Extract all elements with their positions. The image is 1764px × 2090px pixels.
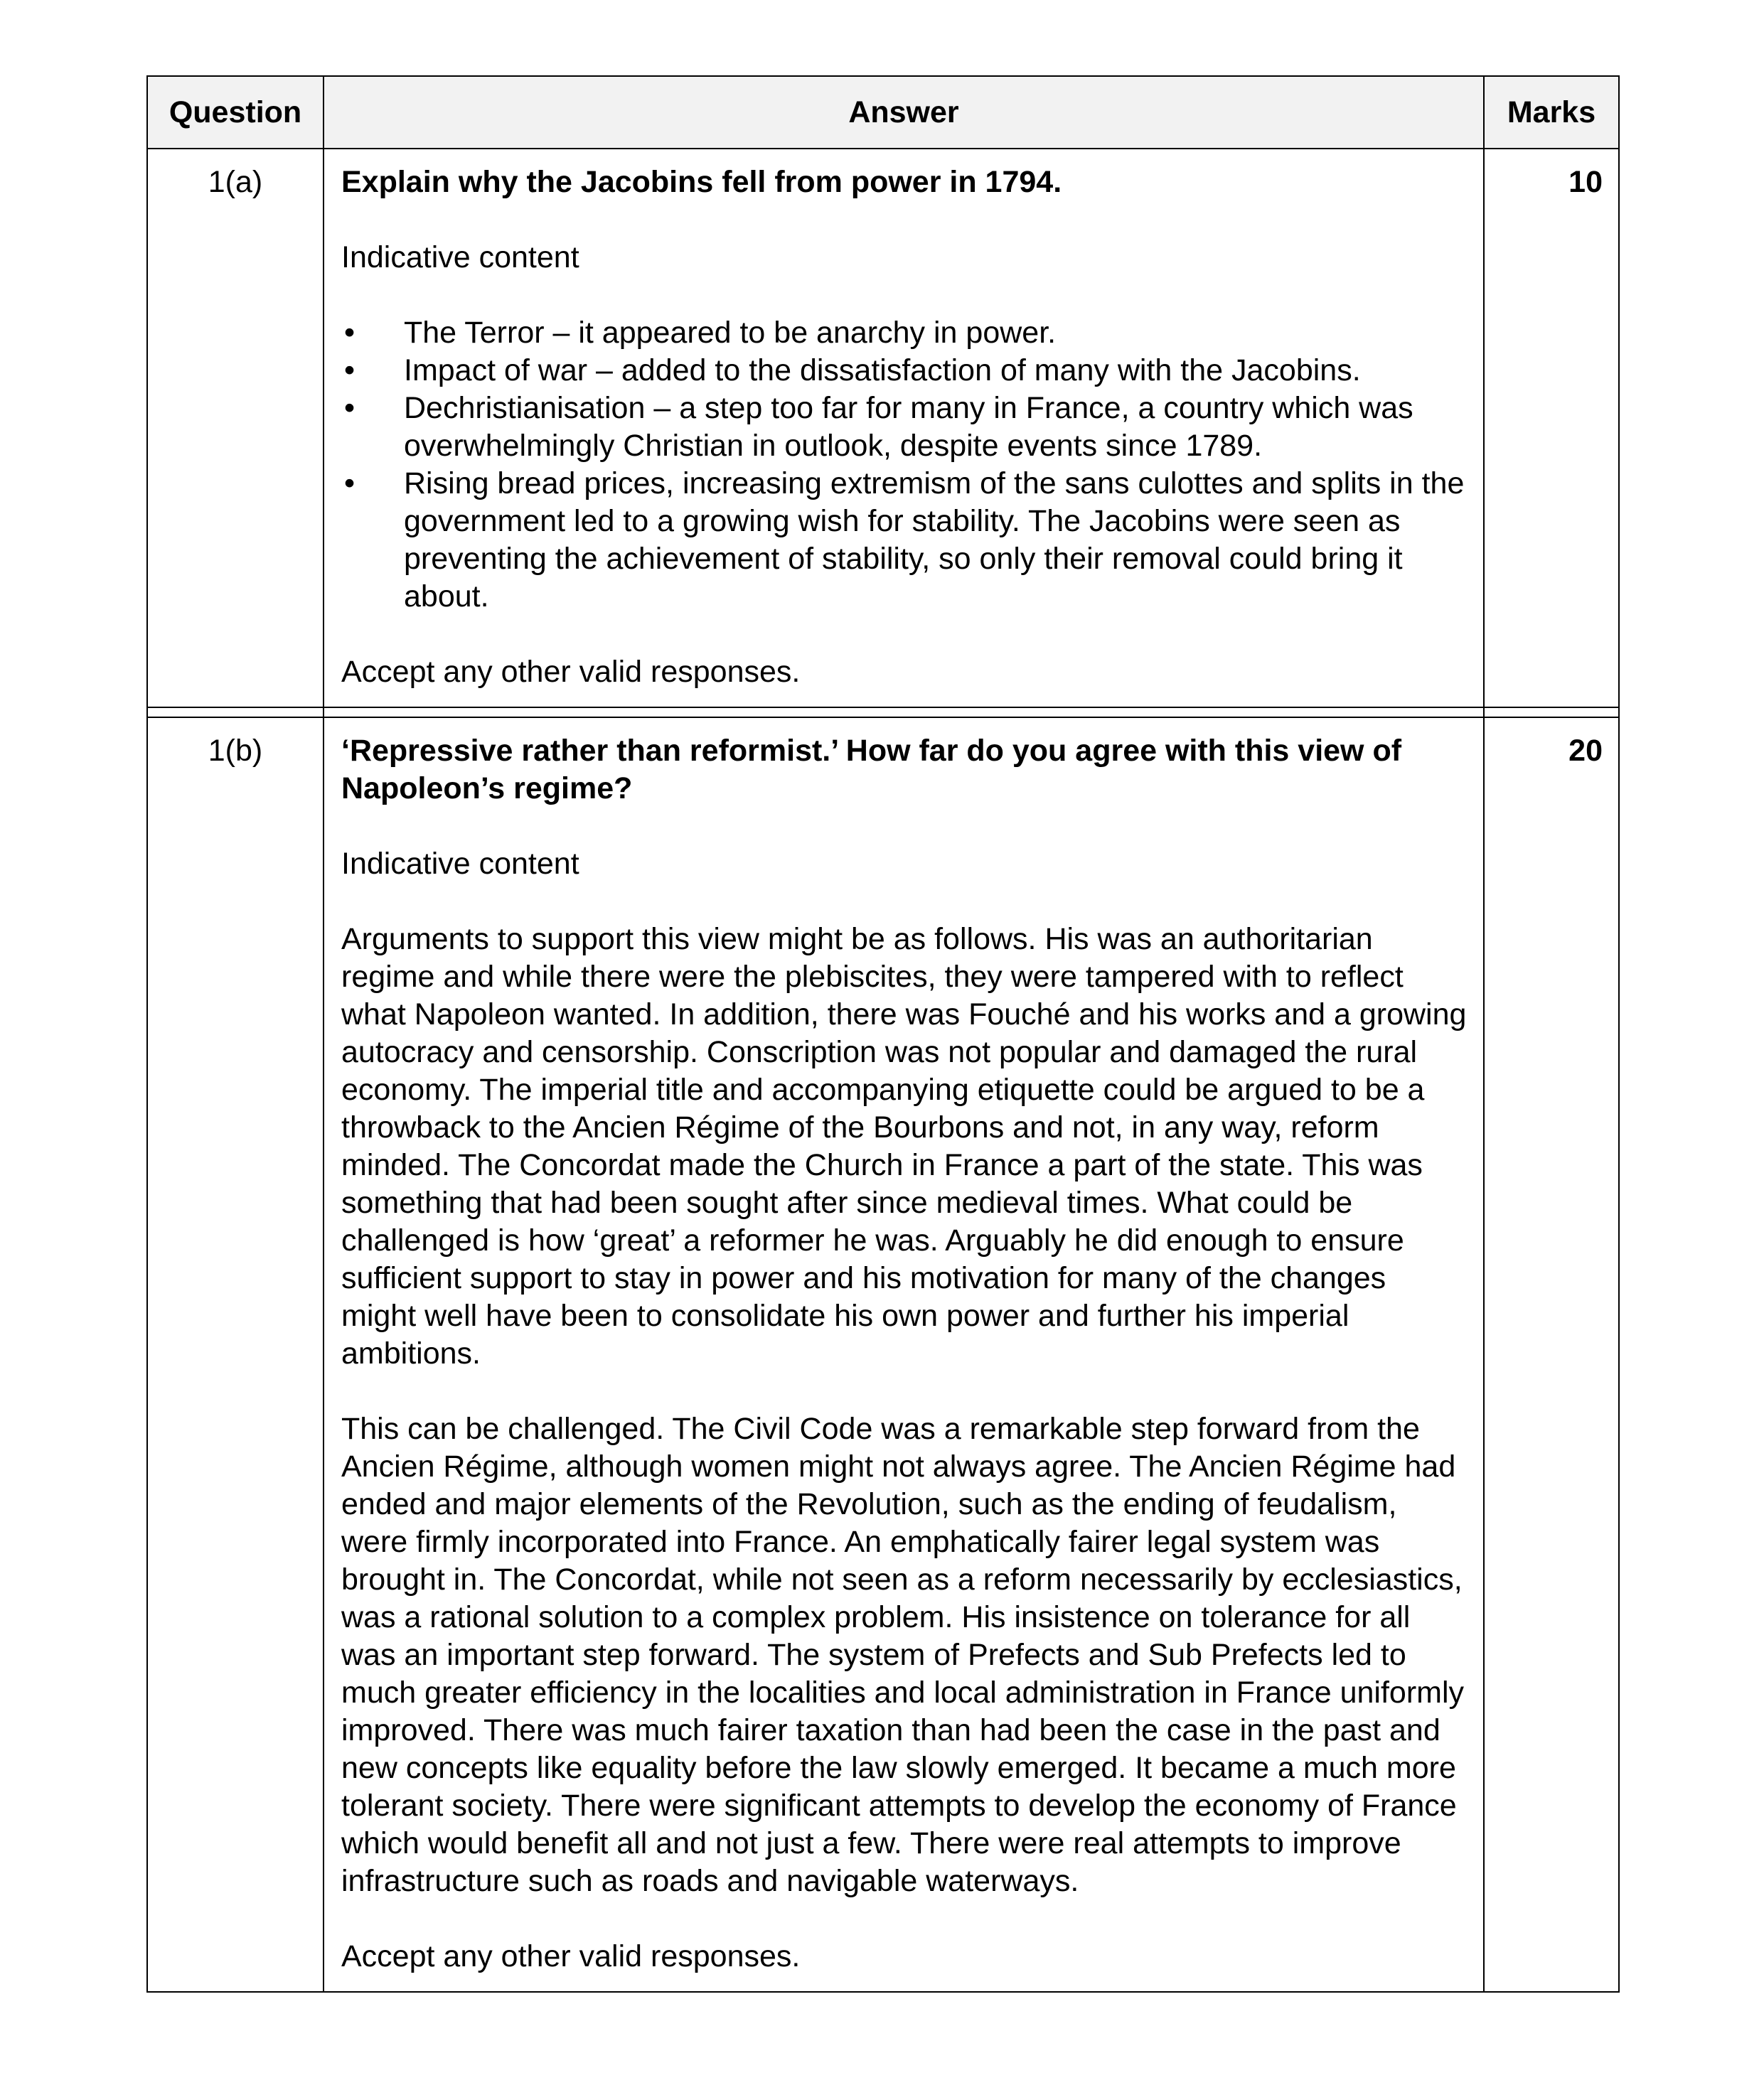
answer-cell bbox=[324, 149, 1484, 707]
marks-value: 20 bbox=[1484, 717, 1619, 1992]
question-prompt: Explain why the Jacobins fell from power in 1794. bbox=[341, 165, 1062, 199]
row-separator bbox=[147, 707, 1619, 717]
question-prompt: ‘Repressive rather than reformist.’ How far do you agree with this view of Napoleon’s regime? bbox=[341, 734, 1402, 805]
list-item: • Impact of war – added to the dissatisfaction of many with the Jacobins. bbox=[341, 352, 1468, 390]
list-item: • The Terror – it appeared to be anarchy in power. bbox=[341, 314, 1468, 352]
header-row bbox=[147, 76, 1619, 149]
body-paragraph: This can be challenged. The Civil Code was a remarkable step forward from the Ancien Régime, although women might not always agree. The Ancien Régime had ended and major elements of the Revolution, such as the ending of feudalism, were firmly incorporated into France. An emphatically fairer legal system was brought in. The Concordat, while not seen as a reform necessarily by ecclesiastics, was a rational solution to a complex problem. His insistence on tolerance for all was an important step forward. The system of Prefects and Sub Prefects led to much greater efficiency in the localities and local administration in France uniformly improved. There was much fairer taxation than had been the case in the past and new concepts like equality before the law slowly emerged. It became a much more tolerant society. There were significant attempts to develop the economy of France which would benefit all and not just a few. There were real attempts to improve infrastructure such as roads and navigable waterways. bbox=[341, 1412, 1465, 1898]
header-marks: Marks bbox=[1484, 76, 1619, 149]
bullet-list bbox=[341, 314, 1468, 616]
question-number: 1(b) bbox=[147, 717, 324, 1992]
table-row-1a bbox=[147, 149, 1619, 707]
answer-cell bbox=[324, 717, 1484, 1992]
marks-value: 10 bbox=[1484, 149, 1619, 707]
mark-scheme-page bbox=[146, 75, 1618, 1993]
list-item: • Rising bread prices, increasing extremism of the sans culottes and splits in the government led to a growing wish for stability. The Jacobins were seen as preventing the achievement of stability, so only their removal could bring it about. bbox=[341, 465, 1468, 616]
header-answer: Answer bbox=[324, 76, 1484, 149]
indicative-heading: Indicative content bbox=[341, 847, 579, 881]
header-question: Question bbox=[147, 76, 324, 149]
accept-note: Accept any other valid responses. bbox=[341, 655, 801, 689]
mark-scheme-table bbox=[146, 75, 1620, 1993]
table-row-1b bbox=[147, 717, 1619, 1992]
list-item: • Dechristianisation – a step too far for many in France, a country which was overwhelmingly Christian in outlook, despite events since 1789. bbox=[341, 390, 1468, 465]
body-paragraph: Arguments to support this view might be as follows. His was an authoritarian regime and while there were the plebiscites, they were tampered with to reflect what Napoleon wanted. In addition, there was Fouché and his works and a growing autocracy and censorship. Conscription was not popular and damaged the rural economy. The imperial title and accompanying etiquette could be argued to be a throwback to the Ancien Régime of the Bourbons and not, in any way, reform minded. The Concordat made the Church in France a part of the state. This was something that had been sought after since medieval times. What could be challenged is how ‘great’ a reformer he was. Arguably he did enough to ensure sufficient support to stay in power and his motivation for many of the changes might well have been to consolidate his own power and further his imperial ambitions. bbox=[341, 922, 1467, 1371]
indicative-heading: Indicative content bbox=[341, 240, 579, 274]
accept-note: Accept any other valid responses. bbox=[341, 1939, 801, 1973]
question-number: 1(a) bbox=[147, 149, 324, 707]
